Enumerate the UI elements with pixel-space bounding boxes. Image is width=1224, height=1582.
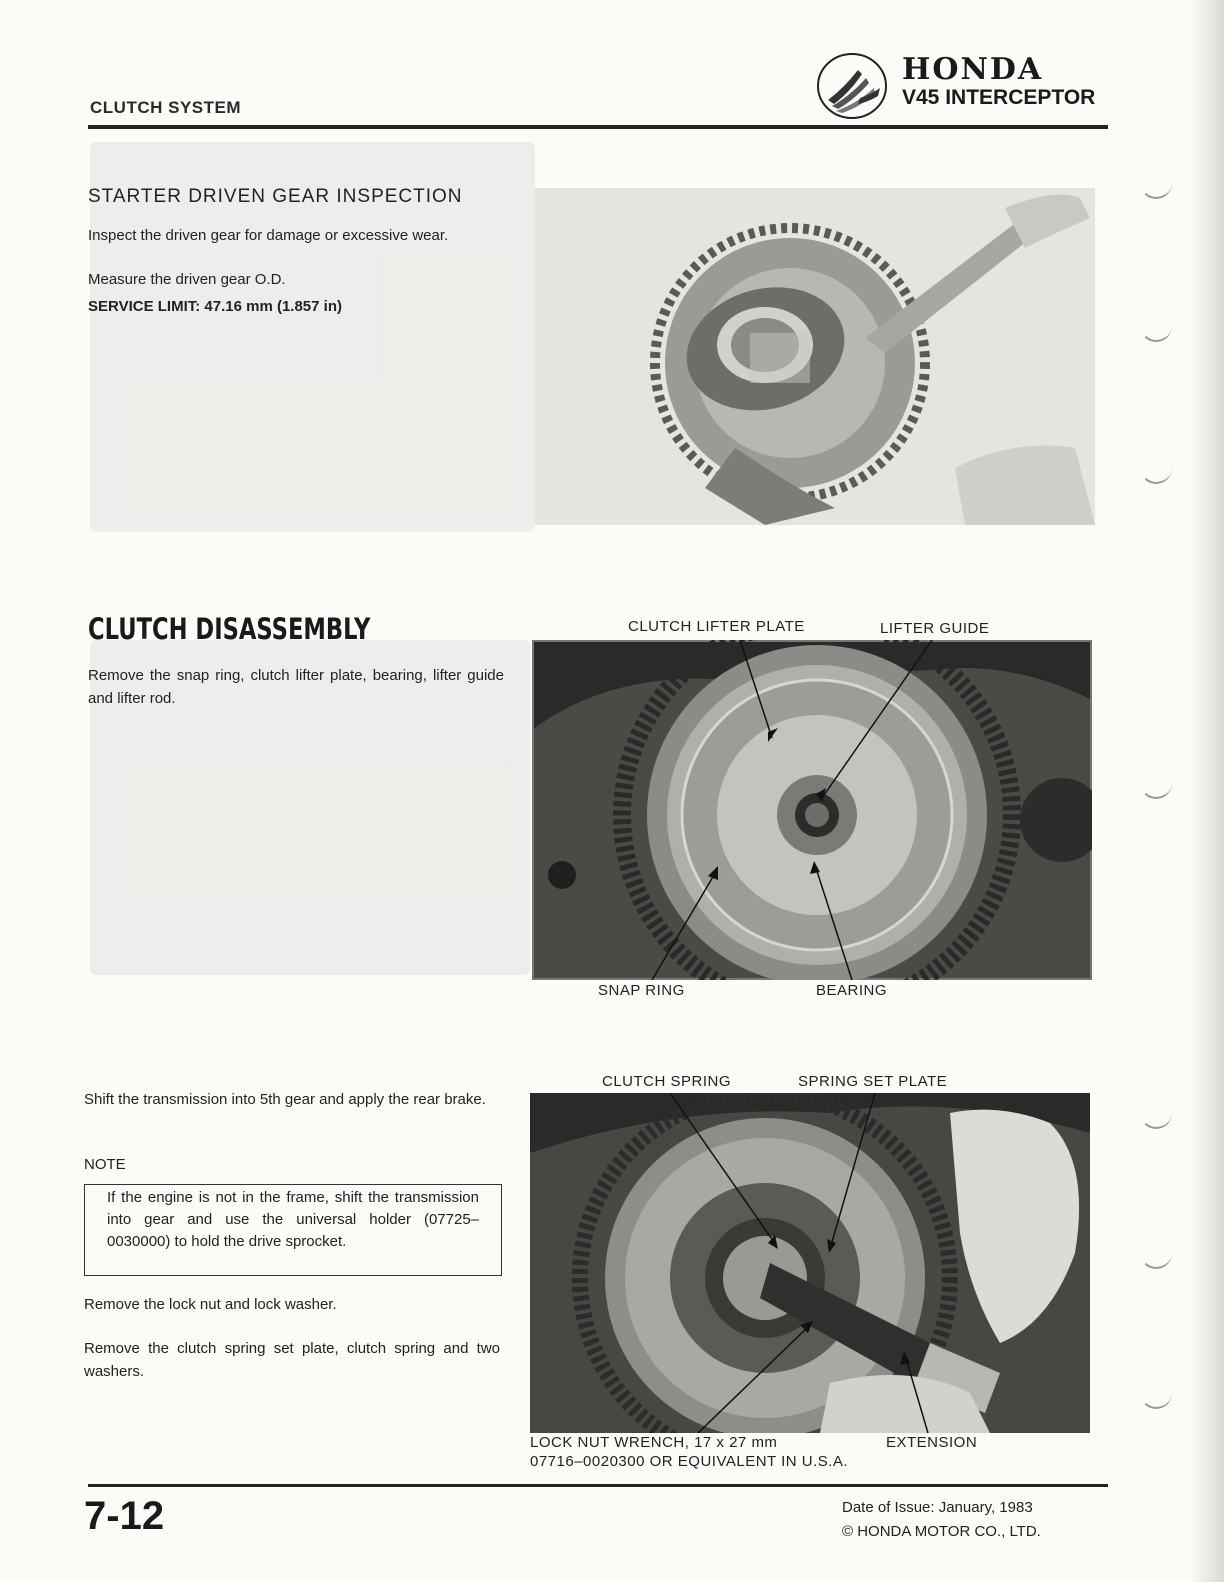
binder-hole (1140, 775, 1172, 799)
label-lock-nut-wrench-part: 07716–0020300 OR EQUIVALENT IN U.S.A. (530, 1453, 849, 1470)
label-extension: EXTENSION (886, 1434, 978, 1451)
footer-info (842, 1496, 1041, 1544)
starter-gear-text: Inspect the driven gear for damage or excessive wear. (88, 227, 449, 244)
section-title: CLUTCH SYSTEM (90, 98, 241, 117)
label-lifter-guide: LIFTER GUIDE (880, 620, 990, 637)
note-label: NOTE (84, 1156, 126, 1173)
page-number: 7-12 (84, 1494, 165, 1538)
note-box (84, 1184, 502, 1276)
binder-hole (1140, 1245, 1172, 1269)
remove-spring-text: Remove the clutch spring set plate, clutch spring and two washers. (84, 1340, 500, 1380)
remove-lock-nut-text: Remove the lock nut and lock washer. (84, 1296, 337, 1313)
starter-gear-heading: STARTER DRIVEN GEAR INSPECTION (88, 186, 463, 207)
clutch-disassembly-text: Remove the snap ring, clutch lifter plate, bearing, lifter guide and lifter rod. (88, 667, 504, 707)
binder-hole (1140, 175, 1172, 199)
label-clutch-lifter-plate: CLUTCH LIFTER PLATE (628, 618, 805, 635)
date-of-issue: Date of Issue: January, 1983 (842, 1499, 1033, 1516)
lock-nut-removal-photo (530, 1093, 1090, 1433)
starter-gear-measure-text: Measure the driven gear O.D. (88, 271, 286, 288)
label-snap-ring: SNAP RING (598, 982, 685, 999)
label-bearing: BEARING (816, 982, 888, 999)
note-text: If the engine is not in the frame, shift the transmission into gear and use the universal holder (07725–0030000) to hold the drive sprocket. (107, 1189, 479, 1250)
shift-transmission-text: Shift the transmission into 5th gear and apply the rear brake. (84, 1091, 486, 1108)
honda-wing-logo-icon (814, 48, 894, 129)
binder-hole (1140, 1105, 1172, 1129)
binder-hole (1140, 1385, 1172, 1409)
label-lock-nut-wrench: LOCK NUT WRENCH, 17 x 27 mm (530, 1434, 778, 1451)
copyright: © HONDA MOTOR CO., LTD. (842, 1523, 1041, 1540)
service-limit: SERVICE LIMIT: 47.16 mm (1.857 in) (88, 298, 342, 315)
clutch-disassembly-heading: CLUTCH DISASSEMBLY (88, 612, 371, 646)
header-rule (88, 125, 1108, 129)
binder-hole (1140, 318, 1172, 342)
binder-hole (1140, 460, 1172, 484)
clutch-disassembly-photo (532, 640, 1092, 980)
label-clutch-spring: CLUTCH SPRING (602, 1073, 732, 1090)
model-name: V45 INTERCEPTOR (902, 86, 1096, 109)
brand-name: HONDA (902, 52, 1044, 87)
footer-rule (88, 1484, 1108, 1487)
page-edge-shadow (1190, 0, 1224, 1582)
label-spring-set-plate: SPRING SET PLATE (798, 1073, 948, 1090)
starter-gear-photo (535, 188, 1095, 525)
